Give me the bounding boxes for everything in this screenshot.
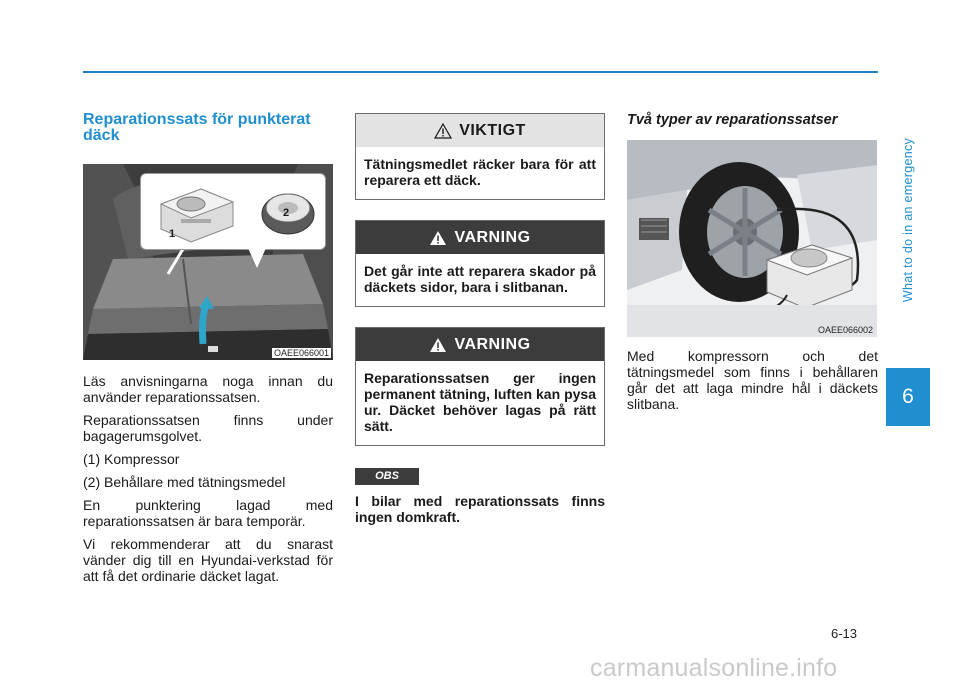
list-item: (1) Kompressor (83, 451, 180, 467)
page-number: 6-13 (831, 626, 858, 641)
paragraph: Vi rekommenderar att du snarast vänder dig till en Hyundai-verkstad för att få det ordinarie däcket lagat. (83, 536, 333, 584)
column-3-text (627, 348, 878, 412)
notice-box-text: Tätningsmedlet räcker bara för att reparera ett däck. (364, 156, 596, 188)
paragraph: Läs anvisningarna noga innan du använder reparationssatsen. (83, 373, 333, 405)
column-1-text (83, 373, 333, 584)
figure-code: OAEE066001 (273, 348, 329, 358)
figure-code: OAEE066002 (817, 325, 873, 335)
warning-triangle-icon (429, 337, 447, 353)
list-item: (2) Behållare med tätningsmedel (83, 474, 286, 490)
notice-box-header (356, 114, 604, 147)
subheading: Två typer av reparationssatser (627, 112, 838, 128)
side-chapter-title: What to do in an emergency (901, 137, 916, 303)
paragraph: Med kompressorn och det tätningsmedel som finns i behållaren går det att laga mindre hål i däckets slitbana. (627, 348, 878, 412)
callout-label-1: 1 (169, 228, 176, 240)
kit-callout (140, 173, 326, 250)
warning-box-title: VARNING (454, 228, 531, 246)
callout-pointer (248, 248, 266, 268)
warning-box-title: VARNING (454, 335, 531, 353)
warning-box-text: Reparationssatsen ger ingen permanent tätning, luften kan pysa ur. Däcket behöver lagas på rätt sätt. (364, 370, 596, 434)
trunk-figure (83, 164, 333, 360)
notice-box-viktigt (355, 113, 605, 200)
section-heading: Reparationssats för punkterat däck (83, 111, 311, 144)
callout-label-2: 2 (283, 207, 290, 219)
chapter-tab: 6 (886, 368, 930, 426)
warning-triangle-icon (434, 123, 452, 139)
warning-box-header (356, 328, 604, 361)
obs-text: I bilar med reparationssats finns ingen domkraft. (355, 493, 605, 525)
obs-label: OBS (355, 468, 419, 485)
watermark: carmanualsonline.info (590, 654, 838, 682)
warning-box-text: Det går inte att reparera skador på däckets sidor, bara i slitbanan. (364, 263, 596, 295)
paragraph: En punktering lagad med reparationssatsen är bara temporär. (83, 497, 333, 529)
paragraph: Reparationssatsen finns under bagagerumsgolvet. (83, 412, 333, 444)
column-1 (83, 108, 333, 591)
notice-box-title: VIKTIGT (459, 121, 526, 139)
column-2 (355, 113, 605, 532)
warning-triangle-icon (429, 230, 447, 246)
header-rule (83, 71, 878, 73)
warning-box-header (356, 221, 604, 254)
warning-box-2 (355, 327, 605, 446)
tire-figure (627, 140, 877, 337)
column-3 (627, 108, 878, 419)
warning-box-1 (355, 220, 605, 307)
tire-compressor-illustration (627, 140, 877, 337)
